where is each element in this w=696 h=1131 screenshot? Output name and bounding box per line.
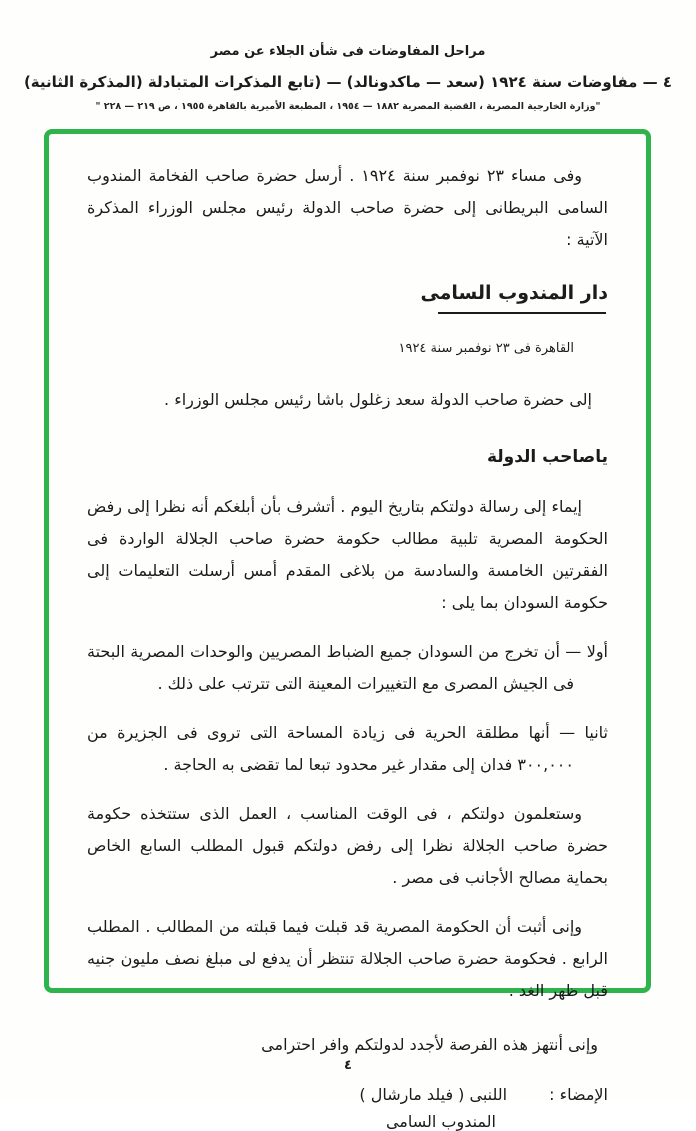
page-number: ٤ (344, 1058, 352, 1073)
signature-title: المندوب السامى (385, 1112, 496, 1131)
letter-box (44, 129, 651, 1131)
document-title: مراحل المفاوضات فى شأن الجلاء عن مصر (210, 44, 486, 59)
body-paragraph-2: وستعلمون دولتكم ، فى الوقت المناسب ، العمل الذى ستتخذه حكومة حضرة صاحب الجلالة نظرا إلى رفض دولتكم قبول المطلب السابع الخاص بحماية مصالح الأجانب فى مصر . (87, 804, 608, 887)
salutation: ياصاحب الدولة (486, 447, 608, 467)
letter-date: القاهرة فى ٢٣ نوفمبر سنة ١٩٢٤ (398, 341, 574, 356)
signature-name: اللنبى ( فيلد مارشال ) (359, 1085, 508, 1104)
signature-label: الإمضاء : (549, 1085, 608, 1104)
closing-line: وإنى أنتهز هذه الفرصة لأجدد لدولتكم وافر احترامى (261, 1035, 598, 1054)
letterhead-rule (438, 312, 606, 314)
body-paragraph-1: إيماء إلى رسالة دولتكم بتاريخ اليوم . أتشرف بأن أبلغكم أنه نظرا إلى رفض الحكومة المصرية تلبية مطالب حكومة حضرة صاحب الجلالة الواردة فى الفقرتين الخامسة والسادسة من بلاغى المقدم أمس أرسلت التعليمات إلى حكومة السودان بما يلى : (87, 497, 608, 612)
list-item-second: ثانيا — أنها مطلقة الحرية فى زيادة المساحة التى تروى فى الجزيرة من ٣٠٠,٠٠٠ فدان إلى مقدار غير محدود تبعا لما تقضى به الحاجة . (87, 723, 608, 774)
list-item-first: أولا — أن تخرج من السودان جميع الضباط المصريين والوحدات المصرية البحتة فى الجيش المصرى مع التغييرات المعينة التى تترتب على ذلك . (87, 642, 608, 693)
letterhead (87, 282, 608, 314)
body-paragraph-3: وإنى أثبت أن الحكومة المصرية قد قبلت فيما قبلته من المطالب . المطلب الرابع . فحكومة حضرة صاحب الجلالة تنتظر أن يدفع لى مبلغ نصف مليون جنيه قبل ظهر الغد . (87, 917, 608, 1000)
document-subtitle: ٤ — مفاوضات سنة ١٩٢٤ (سعد — ماكدونالد) — (تابع المذكرات المتبادلة (المذكرة الثانية) (23, 73, 673, 91)
source-citation: "وزارة الخارجية المصرية ، القضية المصرية ١٨٨٢ — ١٩٥٤ ، المطبعة الأميرية بالقاهرة ١٩٥٥ ، ص ٢١٩ — ٢٢٨ " (95, 101, 601, 112)
addressee-line: إلى حضرة صاحب الدولة سعد زغلول باشا رئيس مجلس الوزراء . (164, 390, 592, 409)
letterhead-title: دار المندوب السامى (420, 282, 608, 304)
letter-intro: وفى مساء ٢٣ نوفمبر سنة ١٩٢٤ . أرسل حضرة صاحب الفخامة المندوب السامى البريطانى إلى حضرة صاحب الدولة رئيس مجلس الوزراء المذكرة الآتية : (87, 166, 608, 249)
document-header (0, 0, 696, 112)
signature-row (87, 1085, 608, 1104)
